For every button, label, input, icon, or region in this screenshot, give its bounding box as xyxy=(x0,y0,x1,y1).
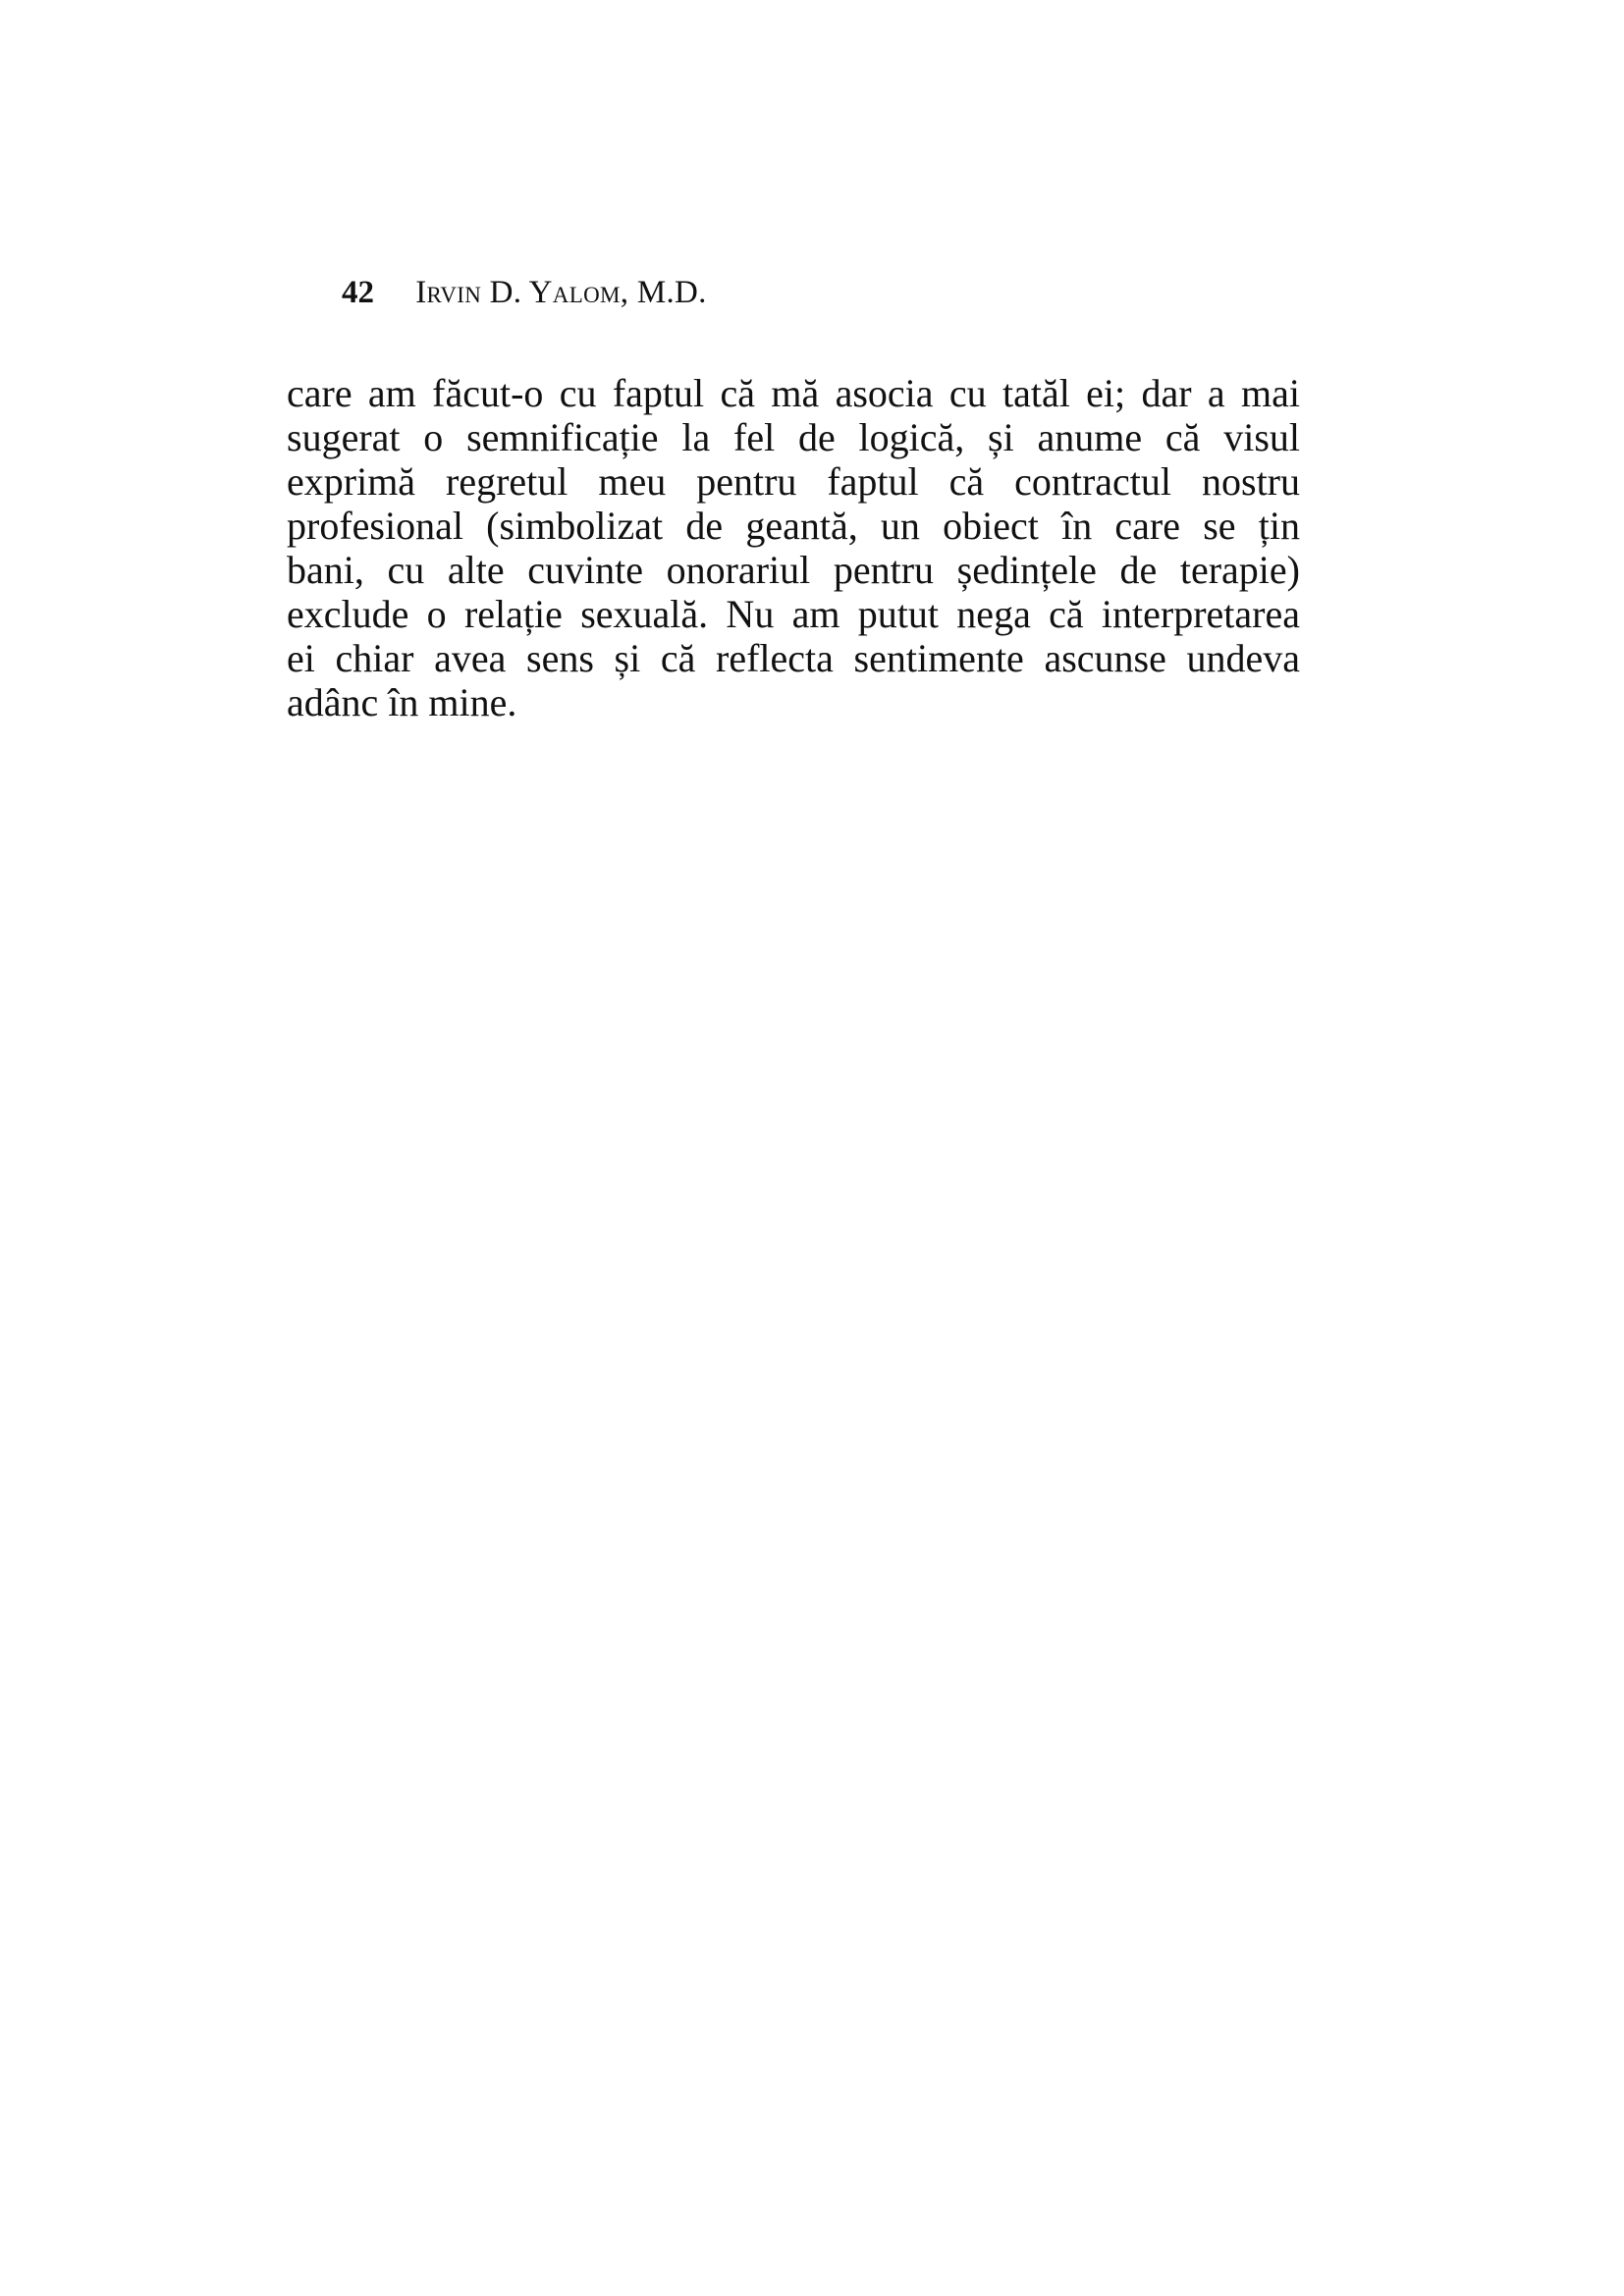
text-line: exclude o relație sexuală. Nu am putut nega că interpretarea xyxy=(287,592,1300,636)
body-paragraph xyxy=(287,371,1300,724)
text-line: care am făcut-o cu faptul că mă asocia cu tatăl ei; dar a mai xyxy=(287,371,1300,415)
page-number: 42 xyxy=(342,275,374,310)
running-head xyxy=(342,273,707,312)
text-line: profesional (simbolizat de geantă, un obiect în care se țin xyxy=(287,504,1300,548)
text-line: exprimă regretul meu pentru faptul că contractul nostru xyxy=(287,459,1300,504)
text-line: ei chiar avea sens și că reflecta sentimente ascunse undeva xyxy=(287,636,1300,680)
text-line: sugerat o semnificație la fel de logică, și anume că visul xyxy=(287,415,1300,459)
text-line: bani, cu alte cuvinte onorariul pentru ședințele de terapie) xyxy=(287,548,1300,592)
text-line: adânc în mine. xyxy=(287,680,517,724)
running-title: Irvin D. Yalom, M.D. xyxy=(415,275,707,310)
